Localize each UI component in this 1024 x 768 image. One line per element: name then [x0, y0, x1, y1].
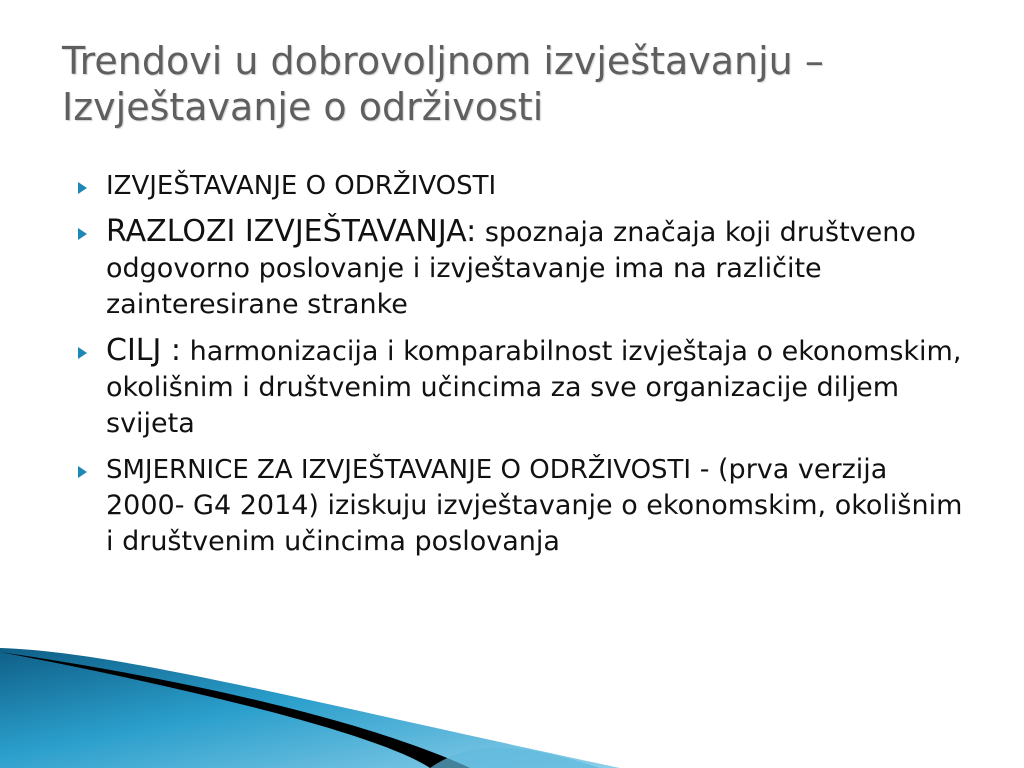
bullet-body: harmonizacija i komparabilnost izvještaja o ekonomskim, okolišnim i društvenim učincima za sve organizacije diljem svijeta — [106, 336, 962, 439]
bullet-lead: SMJERNICE ZA IZVJEŠTAVANJE O ODRŽIVOSTI — [106, 455, 692, 485]
bullet-lead: RAZLOZI IZVJEŠTAVANJA: — [106, 214, 477, 249]
slide-title-line-1: Trendovi u dobrovoljnom izvještavanju – — [62, 39, 824, 83]
bullet-lead: IZVJEŠTAVANJE O ODRŽIVOSTI — [106, 171, 497, 201]
bullet-body: - (prva verzija 2000- G4 2014) iziskuju izvještavanje o ekonomskim, okolišnim i društvenim učincima poslovanja — [106, 454, 963, 557]
slide-title-line-2: Izvještavanje o održivosti — [62, 85, 544, 129]
bullet-lead: CILJ : — [106, 333, 181, 368]
bullet-body: spoznaja značaja koji društveno odgovorno poslovanje i izvještavanje ima na različite zainteresirane stranke — [106, 217, 916, 320]
